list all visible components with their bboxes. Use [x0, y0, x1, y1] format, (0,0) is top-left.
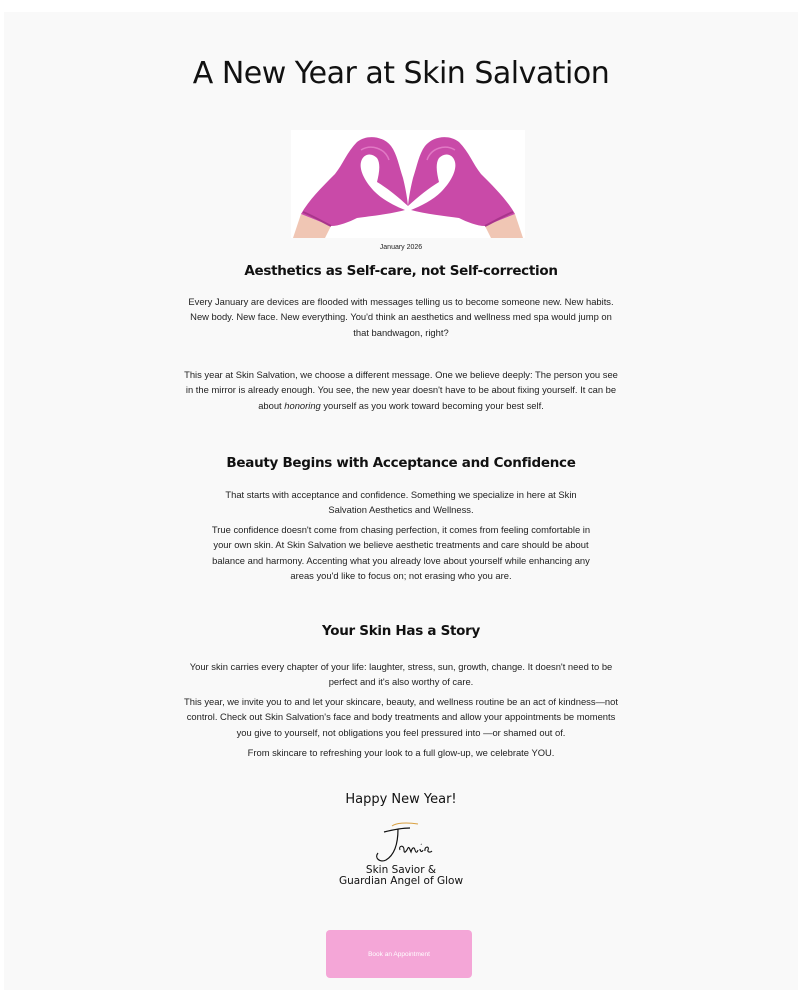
section-heading-skin-story: Your Skin Has a Story — [322, 623, 480, 639]
signature-icon — [362, 820, 438, 870]
issue-date: January 2026 — [379, 244, 423, 251]
section-paragraph: This year, we invite you to and let your skincare, beauty, and wellness routine be an act of kindness—not control. Check out Skin Salvation's face and body treatments and allow your appointments be moments you give to yourself, not obligations you feel pressured into —or shamed out of. — [184, 696, 618, 738]
section-paragraph: From skincare to refreshing your look to a full glow-up, we celebrate YOU. — [247, 747, 555, 758]
section-heading-acceptance: Beauty Begins with Acceptance and Confidence — [226, 455, 576, 471]
closing-greeting: Happy New Year! — [345, 792, 457, 807]
page-title: A New Year at Skin Salvation — [192, 56, 610, 91]
emphasis-honoring: honoring — [284, 399, 321, 411]
signoff-subtitle: Guardian Angel of Glow — [338, 875, 464, 887]
signature-image — [362, 820, 438, 870]
section-heading-self-care: Aesthetics as Self-care, not Self-correction — [244, 263, 558, 279]
section-paragraph: Your skin carries every chapter of your life: laughter, stress, sun, growth, change. It doesn't need to be perfect and it's also worthy of care. — [189, 661, 613, 688]
section-paragraph: True confidence doesn't come from chasing perfection, it comes from feeling comfortable in your own skin. At Skin Salvation we believe aesthetic treatments and care should be about balance and harmony. Accenting what you already love about yourself while enhancing any areas you'd like to focus on; not erasing who you are. — [211, 524, 591, 581]
section-paragraph: That starts with acceptance and confidence. Something we specialize in here at Skin Salvation Aesthetics and Wellness. — [225, 489, 577, 516]
signoff-title: Skin Savior & — [365, 864, 437, 876]
book-appointment-button[interactable]: Book an Appointment — [326, 930, 472, 978]
newsletter-page — [4, 12, 798, 990]
section-paragraph: This year at Skin Salvation, we choose a different message. One we believe deeply: The person you see in the mirror is already enough. You see, the new year doesn't have to be about fixing yourself. It can be about honoring yourself as you work toward becoming your best self. — [184, 369, 618, 411]
hero-image — [291, 130, 525, 238]
heart-hands-icon — [291, 130, 525, 238]
signoff-block — [4, 865, 798, 887]
section-paragraph: Every January are devices are flooded with messages telling us to become someone new. New habits. New body. New face. New everything. You'd think an aesthetics and wellness med spa would jump on that bandwagon, right? — [188, 296, 614, 338]
